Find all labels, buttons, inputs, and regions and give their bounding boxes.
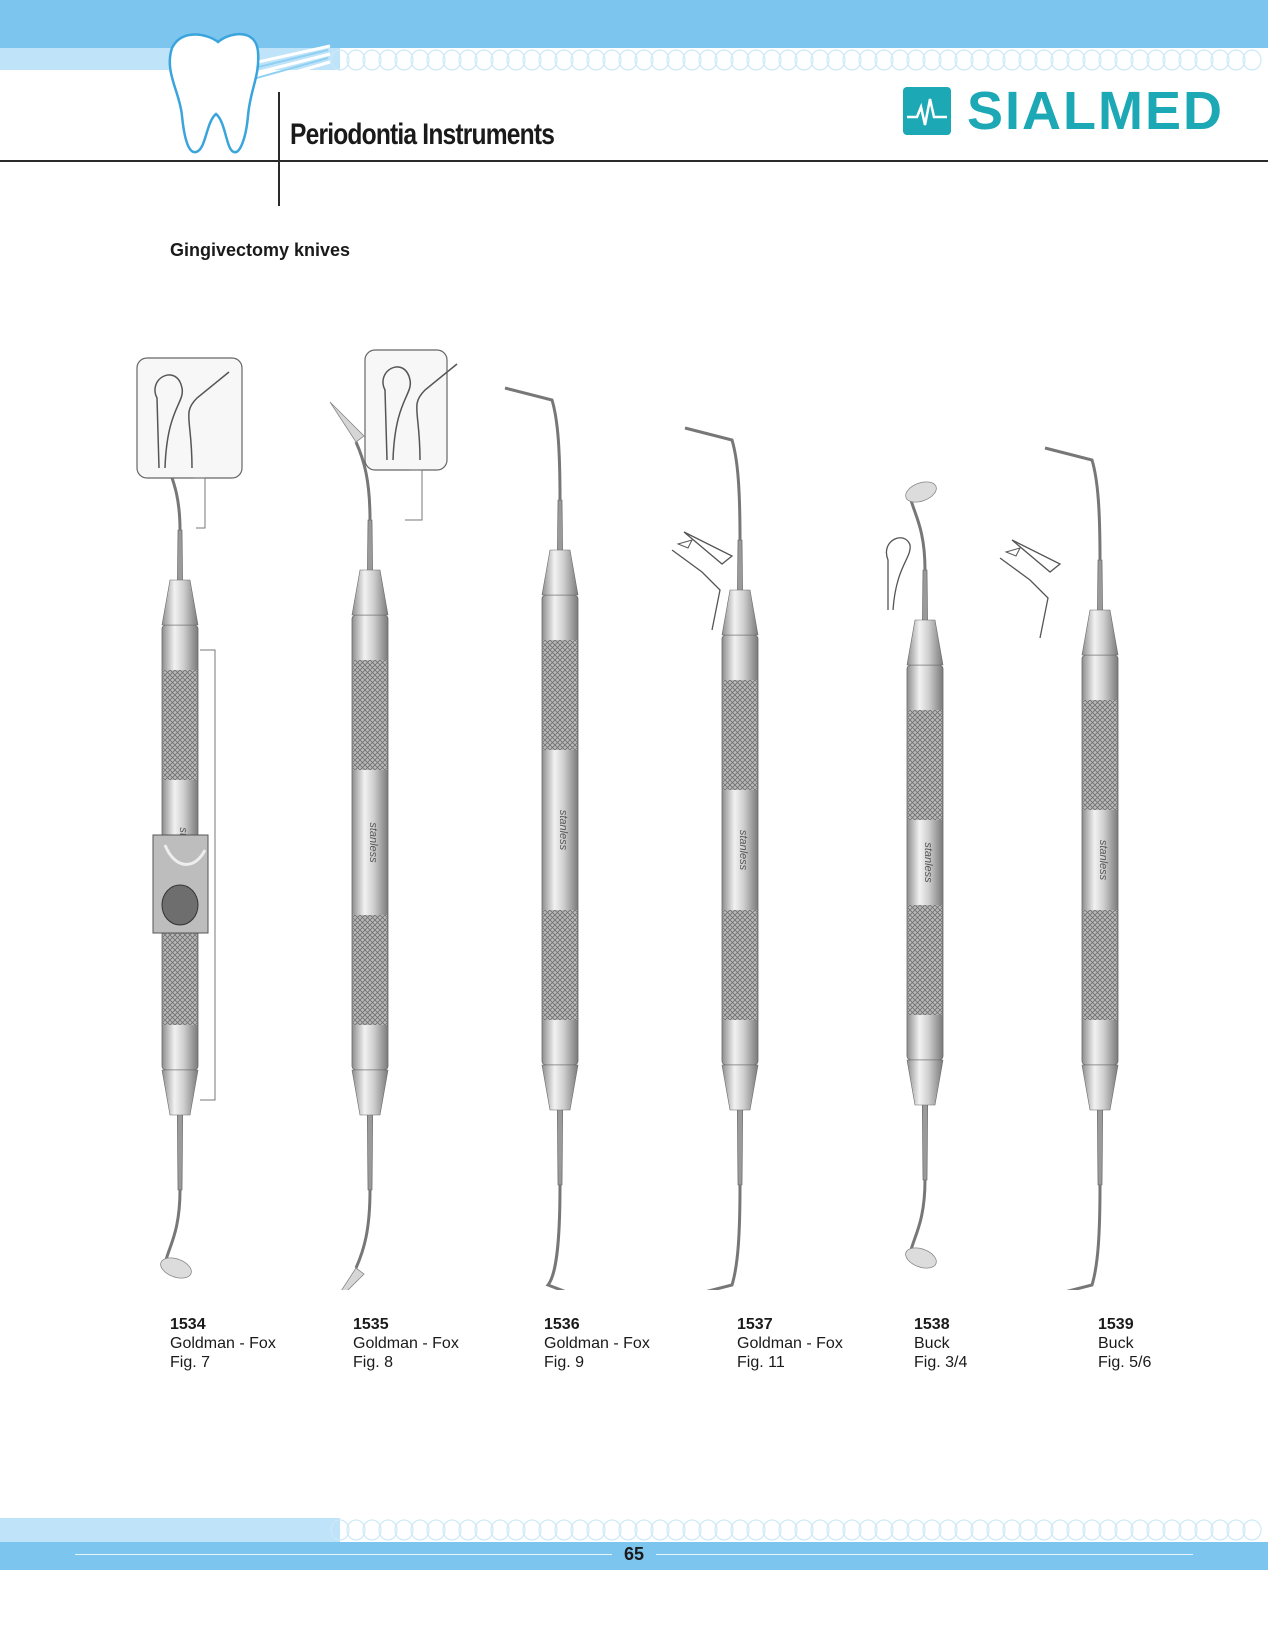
header-vertical-rule [278,92,280,206]
handle-grip [723,680,757,790]
handle-grip [543,640,577,750]
pattern-circle [1019,50,1037,70]
pattern-circle [747,50,765,70]
instrument-ferrule [162,580,198,625]
pattern-circle [587,50,605,70]
instrument-tip [1045,1185,1100,1290]
pattern-circle [731,50,749,70]
pattern-circle [507,1520,525,1540]
pattern-circle [1019,1520,1037,1540]
handle-grip [908,710,942,820]
dental-instrument [505,388,590,1290]
handle-marking: stanless [557,809,569,851]
pattern-circle [843,50,861,70]
instrument-tip [685,428,740,540]
product-caption [1098,1315,1151,1372]
dental-instrument [1045,448,1118,1290]
handle-grip [908,905,942,1015]
pattern-circle [603,1520,621,1540]
heartbeat-icon [903,87,951,135]
instrument-ferrule [352,1070,388,1115]
pattern-circle [955,50,973,70]
product-caption [914,1315,967,1372]
pattern-circle [571,1520,589,1540]
pattern-circle [587,1520,605,1540]
pattern-circle [1083,1520,1101,1540]
pattern-circle [1243,1520,1261,1540]
pattern-circle [1211,1520,1229,1540]
instrument-ferrule [907,620,943,665]
footer-band-light [0,1518,340,1542]
pattern-circle [539,1520,557,1540]
pattern-circle [667,50,685,70]
pattern-circle [443,1520,461,1540]
inset-connector [194,478,205,528]
pattern-circle [1227,1520,1245,1540]
header-rule [0,160,1268,162]
pattern-circle [1195,50,1213,70]
pattern-circle [907,1520,925,1540]
tip-sketch [672,532,732,630]
handle-grip [1083,700,1117,810]
pattern-circle [939,1520,957,1540]
product-name: Goldman - Fox [544,1335,650,1352]
dental-instrument [685,428,758,1290]
pattern-circle [763,1520,781,1540]
pattern-circle [1003,50,1021,70]
pattern-circle [427,1520,445,1540]
product-name: Buck [1098,1335,1134,1352]
handle-marking: stanless [367,822,379,863]
pattern-circle [987,1520,1005,1540]
handle-grip [163,670,197,780]
pattern-circle [1163,50,1181,70]
pattern-circle [1195,1520,1213,1540]
pattern-circle [603,50,621,70]
pattern-circle [459,50,477,70]
pattern-circle [923,50,941,70]
pattern-circle [395,50,413,70]
pattern-circle [475,1520,493,1540]
pattern-circle [491,50,509,70]
pattern-circle [379,50,397,70]
handle-section-inset [153,835,208,933]
product-figure: Fig. 9 [544,1354,585,1371]
product-code: 1538 [914,1316,950,1333]
product-code: 1537 [737,1316,773,1333]
handle-grip [1083,910,1117,1020]
pattern-circle [827,50,845,70]
instrument-tip [911,500,925,570]
instrument-tip [685,1185,740,1290]
pattern-circle [939,50,957,70]
instrument-tip [505,388,560,500]
pattern-circle [779,1520,797,1540]
pattern-circle [683,1520,701,1540]
pattern-circle [1147,1520,1165,1540]
section-title: Periodontia Instruments [290,118,555,151]
pattern-circle [1131,1520,1149,1540]
product-figure: Fig. 7 [170,1354,211,1371]
category-title: Gingivectomy knives [170,240,351,260]
product-figure: Fig. 11 [737,1354,785,1371]
instrument-ferrule [722,1065,758,1110]
product-figure: Fig. 3/4 [914,1354,968,1371]
instrument-ferrule [352,570,388,615]
pattern-circle [763,50,781,70]
instrument-blade [903,478,939,506]
instrument-tip [911,1180,925,1250]
pattern-circle [1243,50,1261,70]
pattern-circle [363,1520,381,1540]
product-name: Goldman - Fox [737,1335,843,1352]
pattern-circle [779,50,797,70]
pattern-circle [1147,50,1165,70]
dental-instrument [330,402,388,1290]
pattern-circle [715,50,733,70]
instrument-blade [158,1254,194,1282]
pattern-circle [1227,50,1245,70]
pattern-circle [331,1520,349,1540]
handle-grip [353,915,387,1025]
pattern-circle [795,50,813,70]
product-name: Goldman - Fox [353,1335,459,1352]
pattern-circle [619,1520,637,1540]
pattern-circle [1099,50,1117,70]
pattern-circle [1115,50,1133,70]
handle-marking: stanless [922,842,934,883]
pattern-circle [491,1520,509,1540]
pattern-circle [667,1520,685,1540]
pattern-circle [539,50,557,70]
pattern-circle [1179,1520,1197,1540]
pattern-circle [555,1520,573,1540]
pattern-circle [843,1520,861,1540]
brand-name: SIALMED [967,81,1224,141]
handle-grip [723,910,757,1020]
instrument-blade [330,402,364,442]
instrument-ferrule [722,590,758,635]
pattern-circle [699,50,717,70]
product-figure: Fig. 8 [353,1354,394,1371]
pattern-circle [635,50,653,70]
pattern-circle [1067,1520,1085,1540]
pattern-circle [427,50,445,70]
pattern-circle [411,50,429,70]
product-code: 1536 [544,1316,580,1333]
pattern-circle [1115,1520,1133,1540]
pattern-circle [715,1520,733,1540]
pattern-circle [443,50,461,70]
tip-sketch [1000,540,1060,638]
dental-instrument [903,478,943,1272]
pattern-circle [619,50,637,70]
product-name: Goldman - Fox [170,1335,276,1352]
pattern-circle [523,50,541,70]
pattern-circle [955,1520,973,1540]
pattern-circle [907,50,925,70]
pattern-circle [859,1520,877,1540]
pattern-circle [475,50,493,70]
pattern-circle [891,1520,909,1540]
instrument-tip [548,1185,590,1290]
pattern-circle [859,50,877,70]
pattern-circle [811,1520,829,1540]
product-code: 1535 [353,1316,389,1333]
tip-detail-inset [137,358,242,478]
pattern-circle [683,50,701,70]
handle-grip [353,660,387,770]
pattern-circle [1035,50,1053,70]
pattern-circle [635,1520,653,1540]
product-code: 1534 [170,1316,206,1333]
product-name: Buck [914,1335,950,1352]
pattern-circle [1179,50,1197,70]
instrument-tip [166,1190,180,1260]
product-caption [170,1315,276,1372]
pattern-circle [795,1520,813,1540]
pattern-circle [395,1520,413,1540]
pattern-circle [651,1520,669,1540]
header-circle-pattern [330,48,1268,72]
pattern-circle [507,50,525,70]
pattern-circle [379,1520,397,1540]
pattern-circle [1035,1520,1053,1540]
instrument-tip [1045,448,1100,560]
pattern-circle [1131,50,1149,70]
pattern-circle [555,50,573,70]
instrument-blade [903,1244,939,1272]
pattern-circle [875,50,893,70]
pattern-circle [971,50,989,70]
pattern-circle [363,50,381,70]
pattern-circle [459,1520,477,1540]
pattern-circle [1083,50,1101,70]
footer-circle-pattern [330,1518,1268,1542]
pattern-circle [891,50,909,70]
pattern-circle [1099,1520,1117,1540]
handle-marking: stanless [737,829,749,871]
pattern-circle [411,1520,429,1540]
instrument-illustrations [0,330,1268,1290]
pattern-circle [347,50,365,70]
instrument-ferrule [907,1060,943,1105]
pattern-circle [699,1520,717,1540]
instrument-ferrule [162,1070,198,1115]
pattern-circle [987,50,1005,70]
pattern-circle [827,1520,845,1540]
pattern-circle [1163,1520,1181,1540]
instrument-ferrule [542,550,578,595]
handle-grip [543,910,577,1020]
product-code: 1539 [1098,1316,1134,1333]
pattern-circle [811,50,829,70]
pattern-circle [347,1520,365,1540]
tip-sketch [886,538,910,610]
pattern-circle [731,1520,749,1540]
tip-detail-inset [365,350,457,470]
pattern-circle [971,1520,989,1540]
page-number: 65 [612,1544,656,1565]
pattern-circle [651,50,669,70]
pattern-circle [875,1520,893,1540]
product-caption [544,1315,650,1372]
pattern-circle [747,1520,765,1540]
product-figure: Fig. 5/6 [1098,1354,1152,1371]
instrument-tip [356,1190,370,1268]
pattern-circle [1067,50,1085,70]
pattern-circle [1211,50,1229,70]
pattern-circle [1051,1520,1069,1540]
pattern-circle [1003,1520,1021,1540]
instrument-ferrule [542,1065,578,1110]
pattern-circle [1051,50,1069,70]
pattern-circle [923,1520,941,1540]
handle-marking: stanless [1097,839,1109,881]
product-caption [737,1315,843,1372]
pattern-circle [571,50,589,70]
pattern-circle [523,1520,541,1540]
instrument-blade [330,1268,364,1290]
inset-connector [405,470,422,520]
product-caption [353,1315,459,1372]
instrument-ferrule [1082,1065,1118,1110]
instrument-ferrule [1082,610,1118,655]
